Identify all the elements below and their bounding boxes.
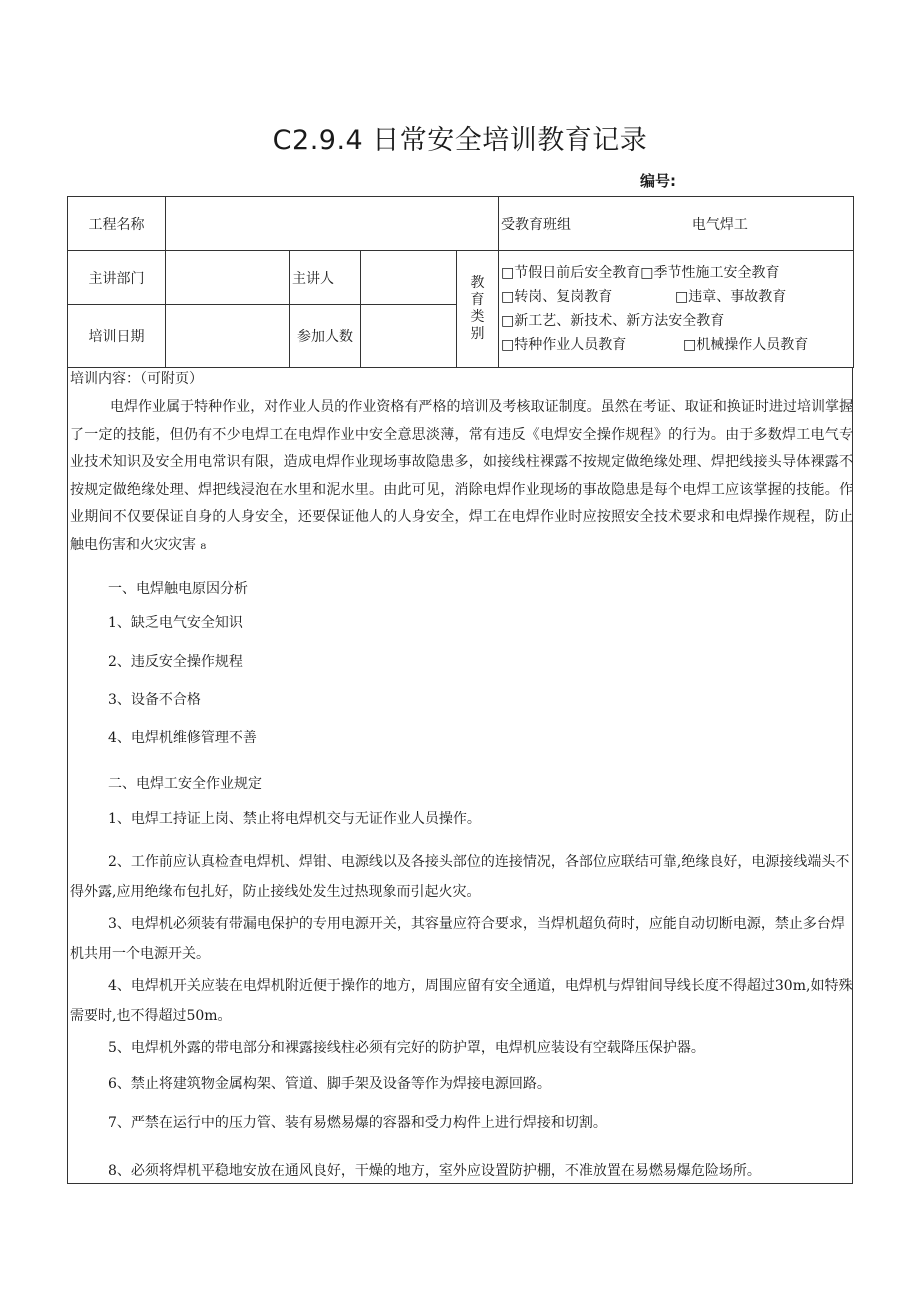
project-name-value[interactable] [166, 197, 499, 251]
attendees-label: 参加人数 [290, 305, 361, 368]
category-checkbox-transfer[interactable]: □转岗、复岗教育 [501, 289, 613, 305]
category-label: 教 育 类 别 [457, 251, 499, 368]
list-item: 7、严禁在运行中的压力管、装有易燃易爆的容器和受力构件上进行焊接和切割。 [108, 1115, 607, 1131]
dept-label: 主讲部门 [68, 251, 166, 305]
list-item: 6、禁止将建筑物金属构架、管道、脚手架及设备等作为焊接电源回路。 [108, 1076, 551, 1092]
list-item: 1、电焊工持证上岗、禁止将电焊机交与无证作业人员操作。 [108, 811, 481, 827]
speaker-label: 主讲人 [290, 251, 361, 305]
team-cell [499, 197, 854, 251]
team-label: 受教育班组 [501, 216, 571, 233]
category-checkbox-seasonal[interactable]: □季节性施工安全教育 [640, 265, 780, 281]
list-item: 2、工作前应认真检查电焊机、焊钳、电源线以及各接头部位的连接情况，各部位应联结可靠,绝缘良好，电源接线端头不得外露,应用绝缘布包扎好，防止接线处发生过热现象而引起火灾。 [70, 854, 850, 900]
category-checkbox-machine-ops[interactable]: □机械操作人员教育 [683, 337, 809, 353]
list-item: 3、电焊机必须装有带漏电保护的专用电源开关，其容量应符合要求，当焊机超负荷时，应能自动切断电源，禁止多台焊机共用一个电源开关。 [70, 916, 845, 962]
record-number-label: 编号: [640, 172, 676, 190]
list-item: 1、缺乏电气安全知识 [108, 615, 243, 631]
category-checkbox-special-ops[interactable]: □特种作业人员教育 [501, 337, 627, 353]
dept-value[interactable] [166, 251, 290, 305]
date-label: 培训日期 [68, 305, 166, 368]
section-title: 一、电焊触电原因分析 [108, 581, 248, 597]
list-item: 8、必须将焊机平稳地安放在通风良好，干燥的地方，室外应设置防护棚，不准放置在易燃易爆危险场所。 [108, 1163, 761, 1179]
page-title: C2.9.4 日常安全培训教育记录 [272, 125, 648, 156]
category-checkbox-holiday[interactable]: □节假日前后安全教育 [501, 265, 641, 281]
record-header-table [67, 196, 854, 368]
list-item: 3、设备不合格 [108, 692, 201, 708]
list-item: 5、电焊机外露的带电部分和裸露接线柱必须有完好的防护罩，电焊机应装设有空载降压保护器。 [108, 1040, 705, 1056]
list-item: 4、电焊机开关应装在电焊机附近便于操作的地方，周围应留有安全通道，电焊机与焊钳间导线长度不得超过30m,如特殊需要时,也不得超过50m。 [70, 978, 853, 1024]
category-checkbox-violation[interactable]: □违章、事故教育 [675, 289, 787, 305]
category-checkbox-new-tech[interactable]: □新工艺、新技术、新方法安全教育 [501, 313, 725, 329]
training-content [67, 368, 853, 1184]
attendees-value[interactable] [361, 305, 457, 368]
list-item: 2、违反安全操作规程 [108, 654, 243, 670]
list-item: 4、电焊机维修管理不善 [108, 730, 257, 746]
team-value[interactable]: 电气焊工 [691, 216, 748, 233]
content-label: 培训内容：（可附页） [70, 371, 203, 387]
speaker-value[interactable] [361, 251, 457, 305]
section-title: 二、电焊工安全作业规定 [108, 776, 262, 792]
project-name-label: 工程名称 [68, 197, 166, 251]
date-value[interactable] [166, 305, 290, 368]
category-options [499, 251, 854, 368]
intro-paragraph: 电焊作业属于特种作业，对作业人员的作业资格有严格的培训及考核取证制度。虽然在考证、取证和换证时进过培训掌握了一定的技能，但仍有不少电焊工在电焊作业中安全意思淡薄，常有违反《电焊安全操作规程》的行为。由于多数焊工电气专业技术知识及安全用电常识有限，造成电焊作业现场事故隐患多，如接线柱裸露不按规定做绝缘处理、焊把线接头导体裸露不按规定做绝缘处理、焊把线浸泡在水里和泥水里。由此可见，消除电焊作业现场的事故隐患是每个电焊工应该掌握的技能。作业期间不仅要保证自身的人身安全，还要保证他人的人身安全，焊工在电焊作业时应按照安全技术要求和电焊操作规程，防止触电伤害和火灾灾害 ₈ [70, 399, 853, 553]
